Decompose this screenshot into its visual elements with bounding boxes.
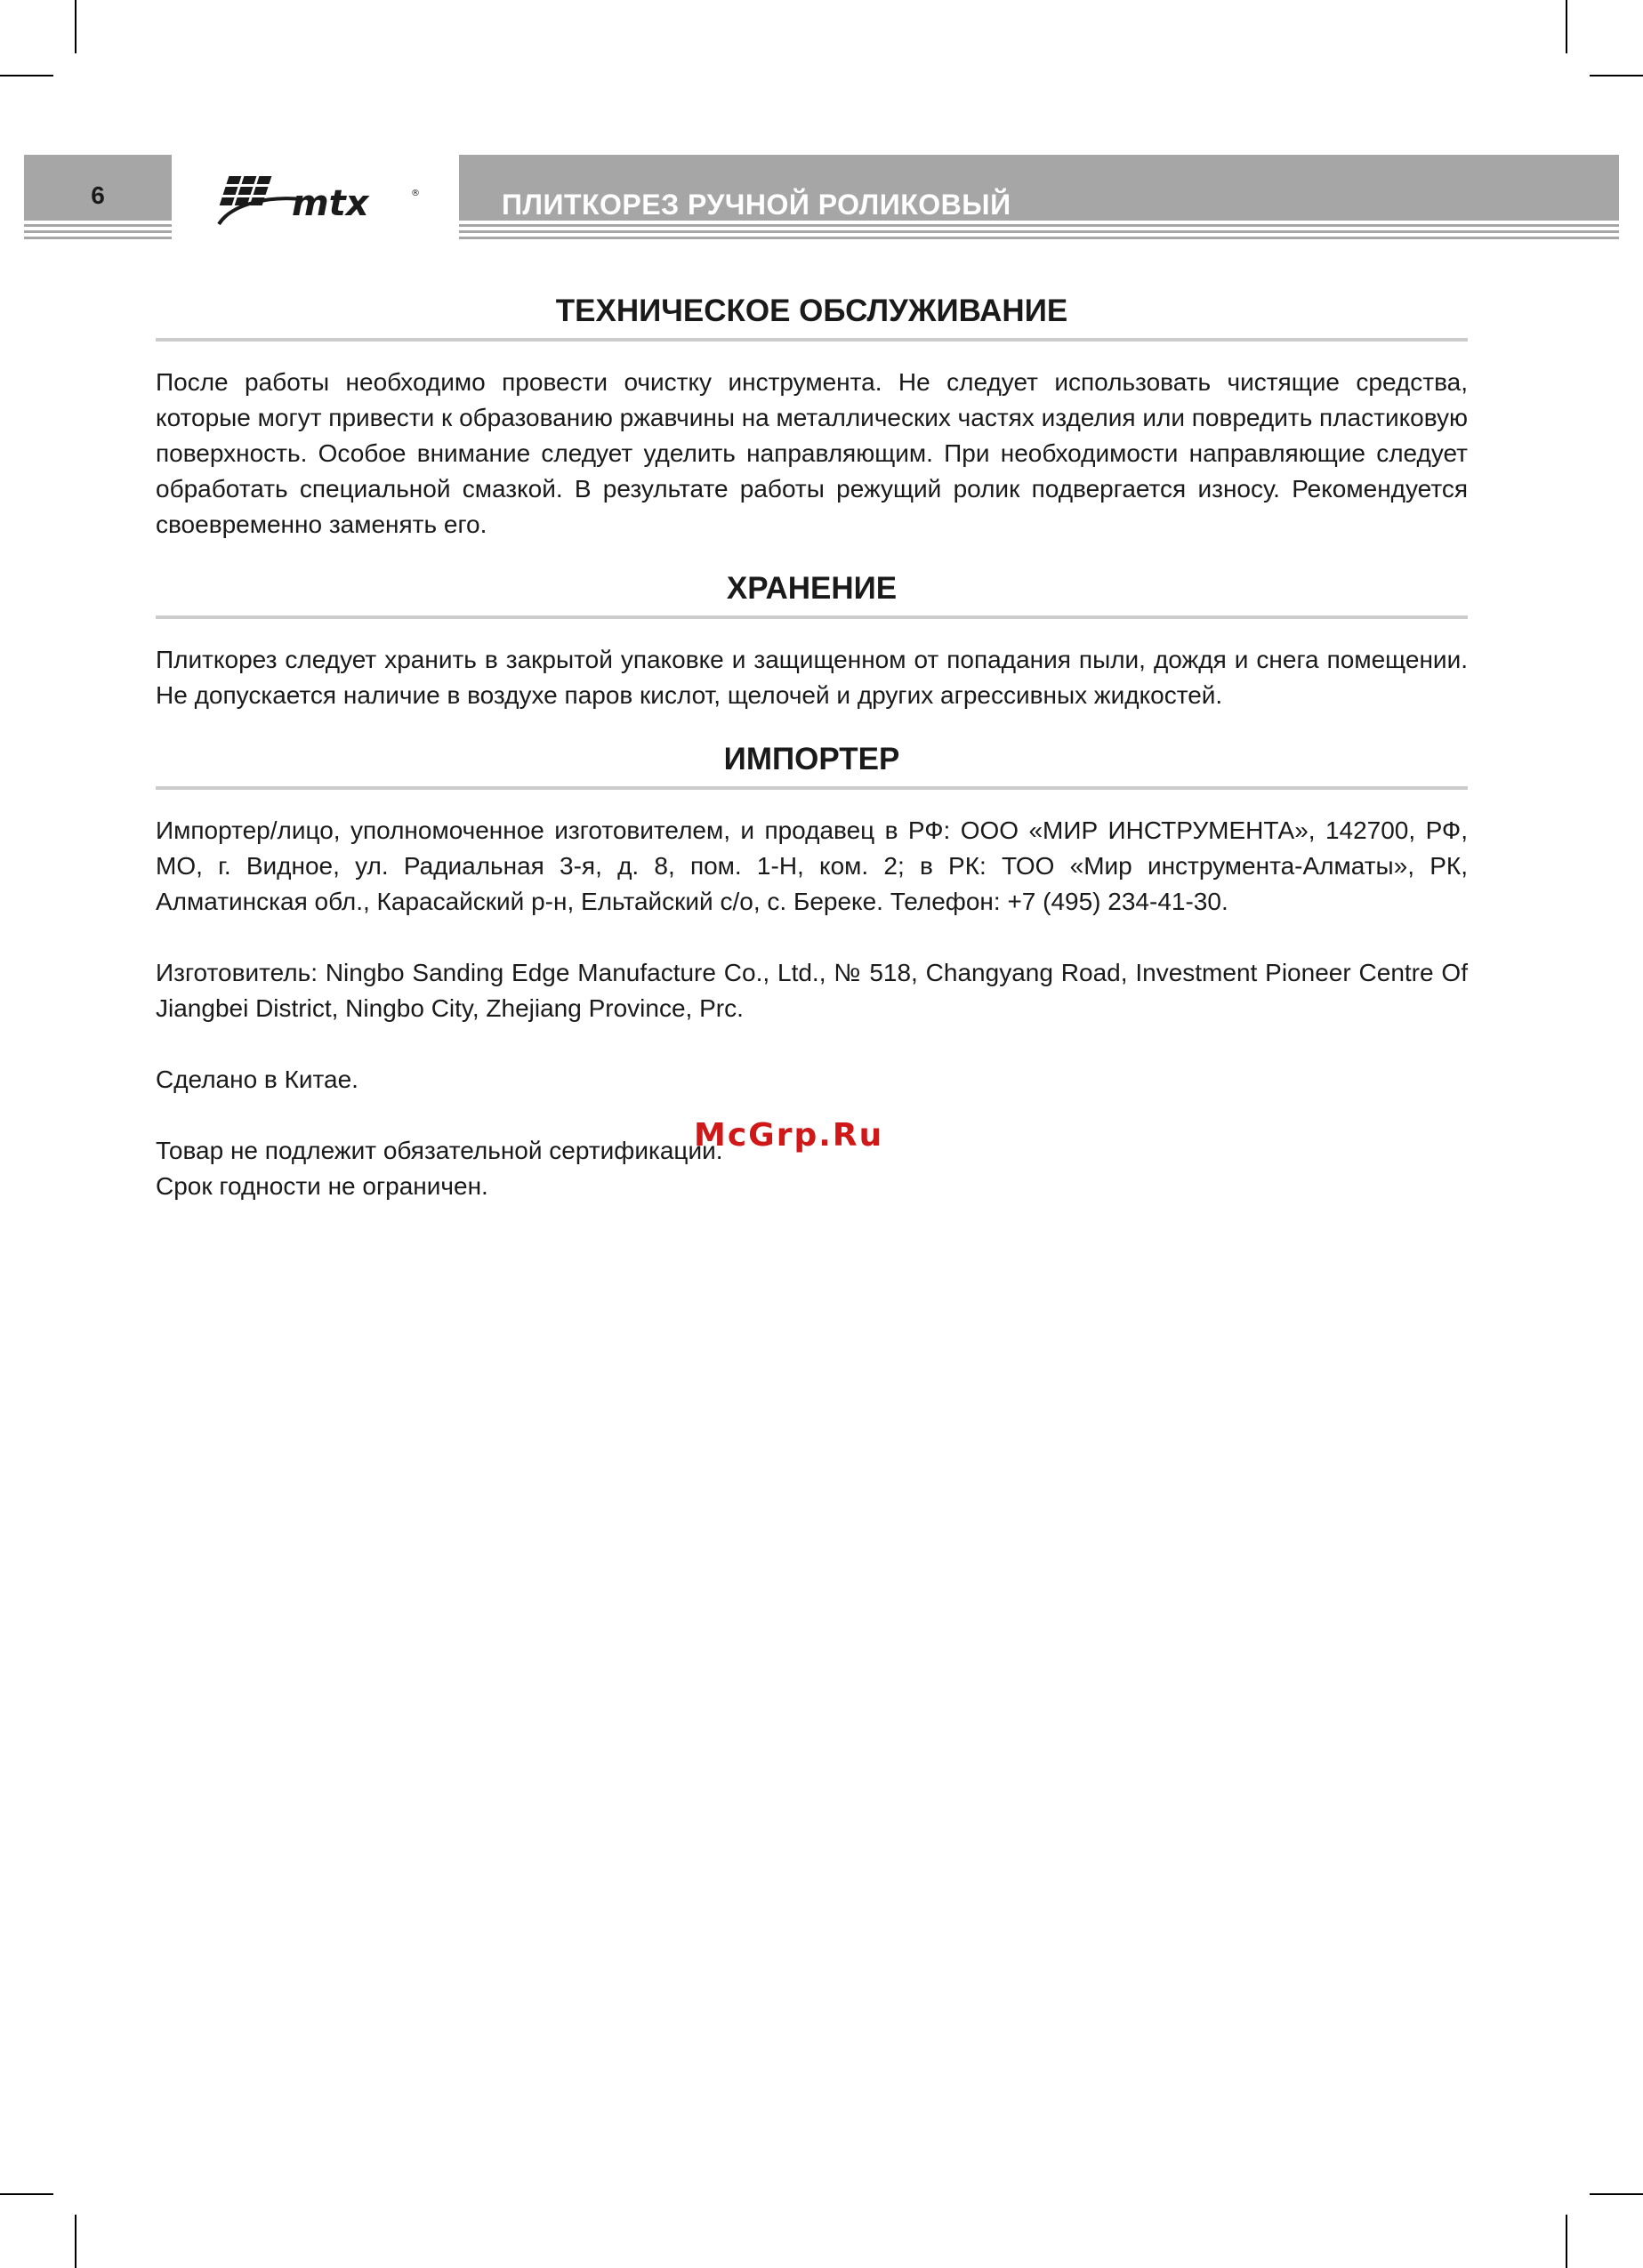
- page-number-block: [24, 155, 172, 221]
- crop-mark: [1590, 75, 1643, 76]
- shelf-life-text: Срок годности не ограничен.: [156, 1172, 488, 1200]
- maintenance-heading: ТЕХНИЧЕСКОЕ ОБСЛУЖИВАНИЕ: [156, 294, 1468, 342]
- crop-mark: [0, 75, 53, 76]
- page-number: 6: [91, 181, 105, 209]
- header-stripe: [459, 230, 1619, 233]
- storage-text: Плиткорез следует хранить в закрытой упаковке и защищенном от попадания пыли, дождя и снега помещении. Не допускается наличие в воздухе паров кислот, щелочей и других агрессивных жидкостей.: [156, 646, 1468, 709]
- header-stripe: [459, 224, 1619, 227]
- certification-text: Товар не подлежит обязательной сертификации.: [156, 1137, 723, 1164]
- brand-logo: [213, 169, 427, 240]
- crop-mark: [1590, 2193, 1643, 2195]
- header-stripe: [24, 237, 172, 239]
- crop-mark: [75, 0, 77, 53]
- svg-text:mtx: mtx: [292, 183, 369, 224]
- header-stripe: [24, 230, 172, 233]
- maintenance-text: После работы необходимо провести очистку инструмента. Не следует использовать чистящие средства, которые могут привести к образованию ржавчины на металлических частях изделия или повредить пластиковую поверхность. Особое внимание следует уделить направляющим. При необходимости направляющие следует обработать специальной смазкой. В результате работы режущий ролик подвергается износу. Рекомендуется своевременно заменять его.: [156, 368, 1468, 538]
- mtx-logo-icon: [213, 169, 427, 240]
- header-stripe: [24, 224, 172, 227]
- watermark: McGrp.Ru: [694, 1117, 884, 1154]
- crop-mark: [1566, 0, 1567, 53]
- importer-text: Импортер/лицо, уполномоченное изготовителем, и продавец в РФ: ООО «МИР ИНСТРУМЕНТА», 142700, РФ, МО, г. Видное, ул. Радиальная 3-я, д. 8, пом. 1-Н, ком. 2; в РК: ТОО «Мир инструмента-Алматы», РК, Алматинская обл., Карасайский р-н, Ельтайский с/о, с. Береке. Телефон: +7 (495) 234-41-30.: [156, 816, 1468, 915]
- made-in-text: Сделано в Китае.: [156, 1066, 358, 1093]
- manufacturer-text: Изготовитель: Ningbo Sanding Edge Manufacture Co., Ltd., № 518, Changyang Road, Investment Pioneer Centre Of Jiangbei District, Ningbo City, Zhejiang Province, Prc.: [156, 959, 1468, 1022]
- importer-heading: ИМПОРТЕР: [156, 742, 1468, 790]
- header-title-block: [459, 155, 1619, 221]
- header-stripe: [459, 237, 1619, 239]
- page-content: [156, 294, 1468, 1204]
- storage-heading: ХРАНЕНИЕ: [156, 571, 1468, 619]
- crop-mark: [0, 2193, 53, 2195]
- svg-text:®: ®: [411, 189, 420, 198]
- crop-mark: [1566, 2215, 1567, 2268]
- document-title: ПЛИТКОРЕЗ РУЧНОЙ РОЛИКОВЫЙ: [502, 189, 1011, 221]
- crop-mark: [75, 2215, 77, 2268]
